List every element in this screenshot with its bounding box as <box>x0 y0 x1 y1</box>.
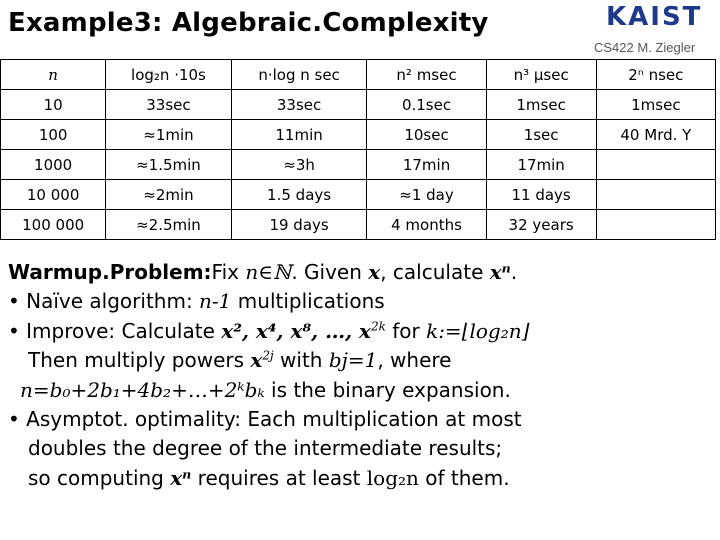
text-fragment: , where <box>377 348 452 373</box>
table-cell: ≈3h <box>231 150 367 180</box>
table-cell: 10 000 <box>1 180 106 210</box>
table-row <box>1 180 716 210</box>
table-row <box>1 120 716 150</box>
math-fragment: x², x⁴, x⁸, …, x <box>221 318 371 343</box>
table-cell: 10sec <box>367 120 486 150</box>
course-label: CS422 M. Ziegler <box>594 40 696 55</box>
optimality-line: • Asymptot. optimality: Each multiplication at most <box>8 406 522 431</box>
text-fragment: of them. <box>418 465 510 490</box>
table-row <box>1 90 716 120</box>
table-cell: 40 Mrd. Y <box>596 120 715 150</box>
table-header-row <box>1 60 716 90</box>
table-cell: 0.1sec <box>367 90 486 120</box>
table-cell: 11 days <box>486 180 596 210</box>
table-cell: 1.5 days <box>231 180 367 210</box>
math-fragment: x <box>250 348 263 373</box>
text-fragment: , calculate <box>380 260 490 284</box>
math-superscript: 2k <box>370 319 386 334</box>
text-fragment: for <box>385 318 427 343</box>
table-cell: 100 000 <box>1 210 106 240</box>
expansion-line <box>8 376 716 405</box>
text-fragment: with <box>273 348 329 373</box>
header-cell: n·log n sec <box>231 60 367 90</box>
slide-title: Example3: Algebraic.Complexity <box>8 8 489 38</box>
text-fragment: • Naïve algorithm: <box>8 289 200 314</box>
header-cell: n <box>1 60 106 90</box>
table-cell: ≈2.5min <box>106 210 231 240</box>
degree-line: doubles the degree of the intermediate results; <box>28 436 503 461</box>
math-fragment: k:=⌊log₂n⌋ <box>426 318 530 343</box>
table-cell: 17min <box>367 150 486 180</box>
slide-body <box>8 258 716 493</box>
table-cell <box>596 180 715 210</box>
kaist-logo: KAIST <box>606 2 703 32</box>
table-cell: ≈1.5min <box>106 150 231 180</box>
text-fragment: is the binary expansion. <box>264 377 511 402</box>
table-cell: 1msec <box>486 90 596 120</box>
math-fragment: bj=1 <box>328 348 378 373</box>
table-cell: 10 <box>1 90 106 120</box>
math-fragment: log₂n <box>366 465 419 490</box>
math-fragment: n-1 <box>199 289 232 314</box>
text-fragment: Fix <box>211 260 246 284</box>
text-fragment: multiplications <box>231 289 385 314</box>
table-cell: 17min <box>486 150 596 180</box>
math-fragment: xⁿ <box>489 260 511 284</box>
text-fragment: so computing <box>28 465 171 490</box>
text-fragment: . Given <box>291 260 369 284</box>
text-fragment: requires at least <box>191 465 367 490</box>
text-fragment: • Improve: Calculate <box>8 318 222 343</box>
table-cell: 1msec <box>596 90 715 120</box>
table-cell <box>596 210 715 240</box>
table-row <box>1 150 716 180</box>
table-cell: ≈1 day <box>367 180 486 210</box>
math-fragment: n=b₀+2b₁+4b₂+…+2ᵏbₖ <box>20 377 265 402</box>
header-cell: n³ μsec <box>486 60 596 90</box>
multiply-line <box>8 346 716 375</box>
table-cell: 1000 <box>1 150 106 180</box>
header-cell: log₂n ·10s <box>106 60 231 90</box>
table-cell: 100 <box>1 120 106 150</box>
conclusion-line <box>8 464 716 493</box>
text-fragment: Then multiply powers <box>28 348 251 373</box>
table-cell: ≈2min <box>106 180 231 210</box>
header-cell: n² msec <box>367 60 486 90</box>
table-cell: ≈1min <box>106 120 231 150</box>
naive-line <box>8 287 716 316</box>
complexity-table <box>0 59 716 240</box>
math-superscript: 2j <box>262 348 274 363</box>
improve-line <box>8 317 716 346</box>
math-fragment: n∈ℕ <box>245 260 292 284</box>
table-cell: 4 months <box>367 210 486 240</box>
table-cell: 19 days <box>231 210 367 240</box>
warmup-line <box>8 258 716 287</box>
text-fragment: . <box>510 260 518 284</box>
table-cell: 33sec <box>231 90 367 120</box>
table-cell <box>596 150 715 180</box>
math-fragment: x <box>368 260 381 284</box>
table-cell: 11min <box>231 120 367 150</box>
header-cell: 2ⁿ nsec <box>596 60 715 90</box>
table-cell: 32 years <box>486 210 596 240</box>
table-cell: 1sec <box>486 120 596 150</box>
table-cell: 33sec <box>106 90 231 120</box>
table-row <box>1 210 716 240</box>
math-fragment: xⁿ <box>170 465 192 490</box>
warmup-heading: Warmup.Problem: <box>8 260 212 284</box>
